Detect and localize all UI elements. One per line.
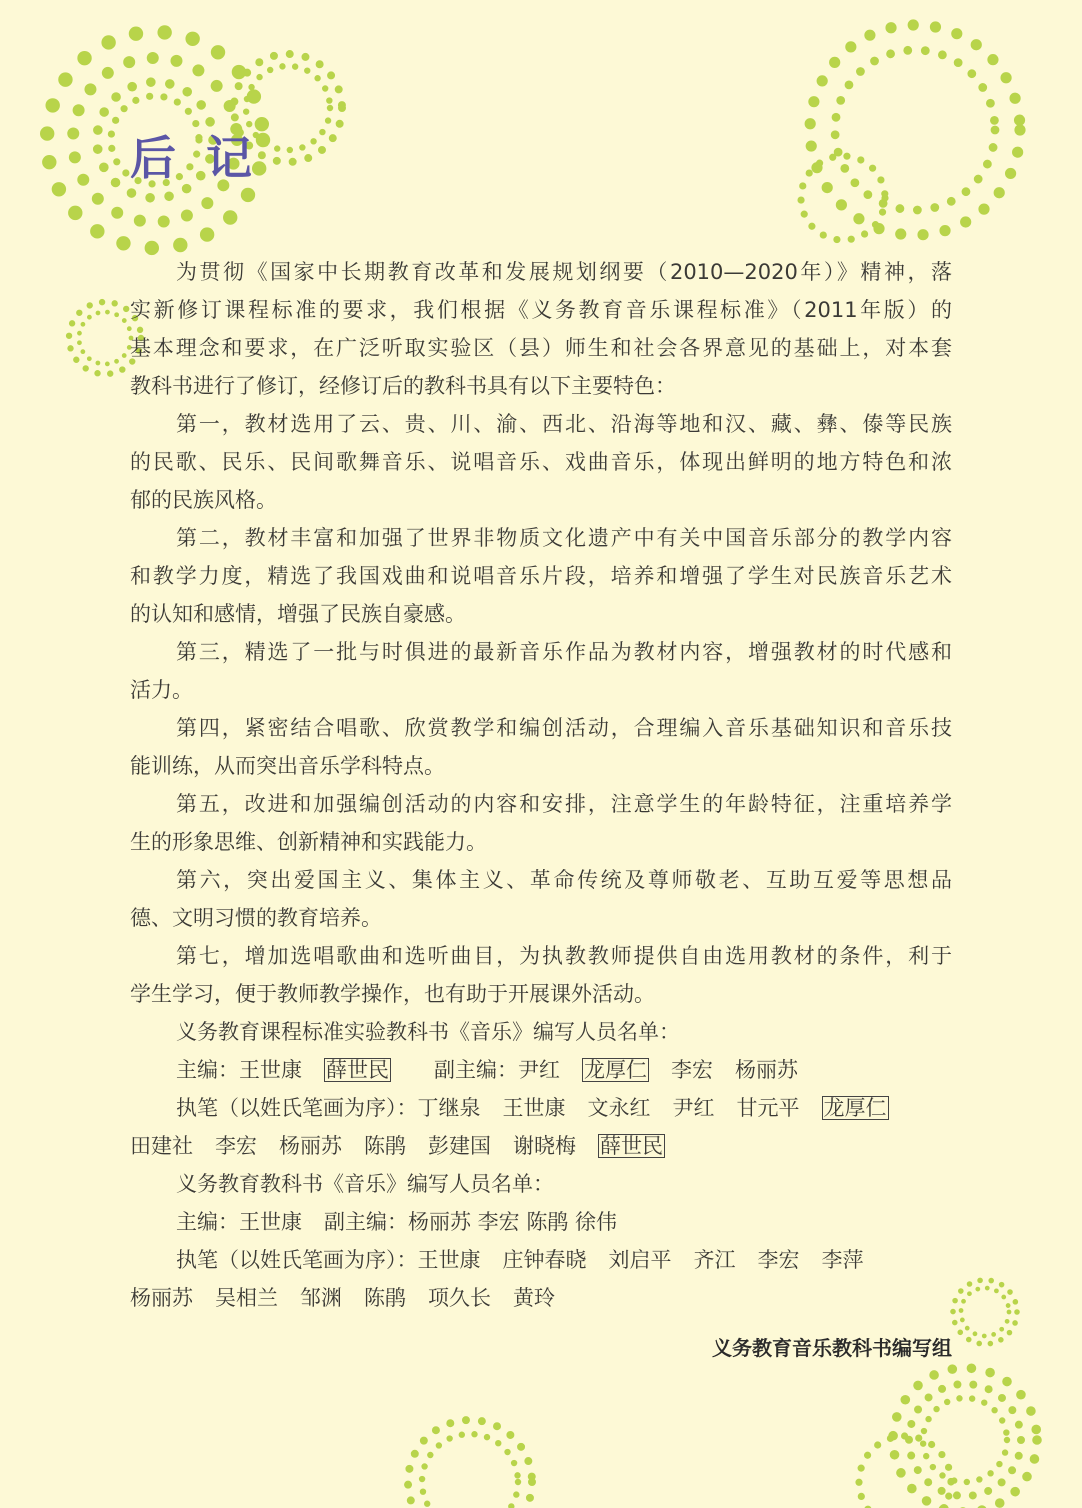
- credit-name: 项久长: [428, 1286, 491, 1310]
- paragraph-line: 的民歌、民乐、民间歌舞音乐、说唱音乐、戏曲音乐，体现出鲜明的地方特色和浓: [130, 450, 952, 474]
- credit-name: 杨丽苏: [735, 1058, 798, 1082]
- credit-name: 齐江: [693, 1248, 736, 1272]
- credit-name: 杨丽苏: [130, 1286, 193, 1310]
- paragraph-line: 第五，改进和加强编创活动的内容和安排，注意学生的年龄特征，注重培养学: [176, 792, 952, 816]
- credits-list: [130, 1013, 952, 1317]
- paragraph-line: 为贯彻《国家中长期教育改革和发展规划纲要（2010—2020年）》精神，落: [176, 260, 952, 284]
- paragraph-line: 实新修订课程标准的要求，我们根据《义务教育音乐课程标准》（2011年版）的: [130, 298, 952, 322]
- paragraph-line: 学生学习，便于教师教学操作，也有助于开展课外活动。: [130, 982, 655, 1006]
- credit-name: 甘元平: [736, 1096, 800, 1120]
- credit-line: [130, 1089, 952, 1127]
- paragraph-line: 第七，增加选唱歌曲和选听曲目，为执教教师提供自由选用教材的条件，利于: [176, 944, 952, 968]
- paragraph-line: 第六，突出爱国主义、集体主义、革命传统及尊师敬老、互助互爱等思想品: [176, 868, 952, 892]
- credit-name: 义务教育教科书《音乐》编写人员名单：: [176, 1172, 554, 1196]
- credit-name: 执笔（以姓氏笔画为序）：王世康: [176, 1248, 481, 1272]
- dot-ring: [893, 1368, 1037, 1508]
- credit-name: 主编：王世康: [176, 1210, 302, 1234]
- paragraph-line: 基本理念和要求，在广泛听取实验区（县）师生和社会各界意见的基础上，对本套: [130, 336, 952, 360]
- paragraph-line: 的认知和感情，增强了民族自豪感。: [130, 602, 466, 626]
- page-title: 后记: [130, 131, 282, 185]
- credit-name: 陈鹃: [364, 1286, 406, 1310]
- credit-name: 彭建国: [428, 1134, 491, 1158]
- credit-name: 文永红: [587, 1096, 651, 1120]
- credit-name: 陈鹃: [364, 1134, 406, 1158]
- body-text: [130, 253, 952, 1013]
- dot-ring: [961, 1288, 1009, 1336]
- paragraph-line: 德、文明习惯的教育培养。: [130, 906, 382, 930]
- boxed-name: 龙厚仁: [823, 1096, 887, 1120]
- credit-name: 义务教育课程标准实验教科书《音乐》编写人员名单：: [176, 1020, 680, 1044]
- dot-ring: [422, 1434, 518, 1508]
- credit-line: [130, 1051, 952, 1089]
- boxed-name: 龙厚仁: [584, 1058, 647, 1082]
- paragraph-line: 第三，精选了一批与时俱进的最新音乐作品为教材内容，增强教材的时代感和: [176, 640, 952, 664]
- credit-line: [130, 1279, 952, 1317]
- paragraph-line: 活力。: [130, 678, 193, 702]
- credit-name: 谢晓梅: [513, 1134, 576, 1158]
- paragraph-line: 第四，紧密结合唱歌、欣赏教学和编创活动，合理编入音乐基础知识和音乐技: [176, 716, 952, 740]
- credit-name: 主编：王世康: [176, 1058, 302, 1082]
- boxed-name: 薛世民: [326, 1058, 389, 1082]
- credit-name: 杨丽苏: [279, 1134, 342, 1158]
- credit-name: 刘启平: [608, 1248, 672, 1272]
- credit-name: 李宏: [757, 1248, 800, 1272]
- dot-ring: [923, 1398, 1007, 1482]
- credit-name: 庄钟春晓: [502, 1248, 587, 1272]
- signature: 义务教育音乐教科书编写组: [712, 1336, 952, 1360]
- credit-name: 王世康: [502, 1096, 566, 1120]
- dot-ring: [810, 25, 1020, 235]
- credit-name: 吴相兰: [215, 1286, 278, 1310]
- paragraph-line: 郁的民族风格。: [130, 488, 277, 512]
- credit-name: 李萍: [821, 1248, 864, 1272]
- paragraph-line: 能训练，从而突出音乐学科特点。: [130, 754, 445, 778]
- paragraph-line: 教科书进行了修订，经修订后的教科书具有以下主要特色：: [130, 374, 676, 398]
- paragraph-line: 生的形象思维、创新精神和实践能力。: [130, 830, 487, 854]
- dot-ring: [835, 50, 995, 210]
- paragraph-line: 第一，教材选用了云、贵、川、渝、西北、沿海等地和汉、藏、彝、傣等民族: [176, 412, 952, 436]
- dot-ring: [79, 312, 131, 364]
- credit-line: [130, 1127, 952, 1165]
- credit-line: [130, 1165, 952, 1203]
- credit-line: [130, 1241, 952, 1279]
- boxed-name: 薛世民: [600, 1134, 663, 1158]
- credit-name: 副主编：尹红: [413, 1058, 560, 1082]
- credit-name: 邹渊: [300, 1286, 342, 1310]
- credit-name: 田建社: [130, 1134, 193, 1158]
- credit-line: [130, 1203, 952, 1241]
- paragraph-line: 第二，教材丰富和加强了世界非物质文化遗产中有关中国音乐部分的教学内容: [176, 526, 952, 550]
- credit-name: 李宏: [215, 1134, 257, 1158]
- credit-name: 黄玲: [513, 1286, 555, 1310]
- credit-name: 副主编：杨丽苏 李宏 陈鹃 徐伟: [324, 1210, 618, 1234]
- credit-name: 李宏: [671, 1058, 713, 1082]
- credit-name: 尹红: [672, 1096, 715, 1120]
- paragraph-line: 和教学力度，精选了我国戏曲和说唱音乐片段，培养和增强了学生对民族音乐艺术: [130, 564, 952, 588]
- credit-name: 执笔（以姓氏笔画为序）：丁继泉: [176, 1096, 481, 1120]
- credit-line: [130, 1013, 952, 1051]
